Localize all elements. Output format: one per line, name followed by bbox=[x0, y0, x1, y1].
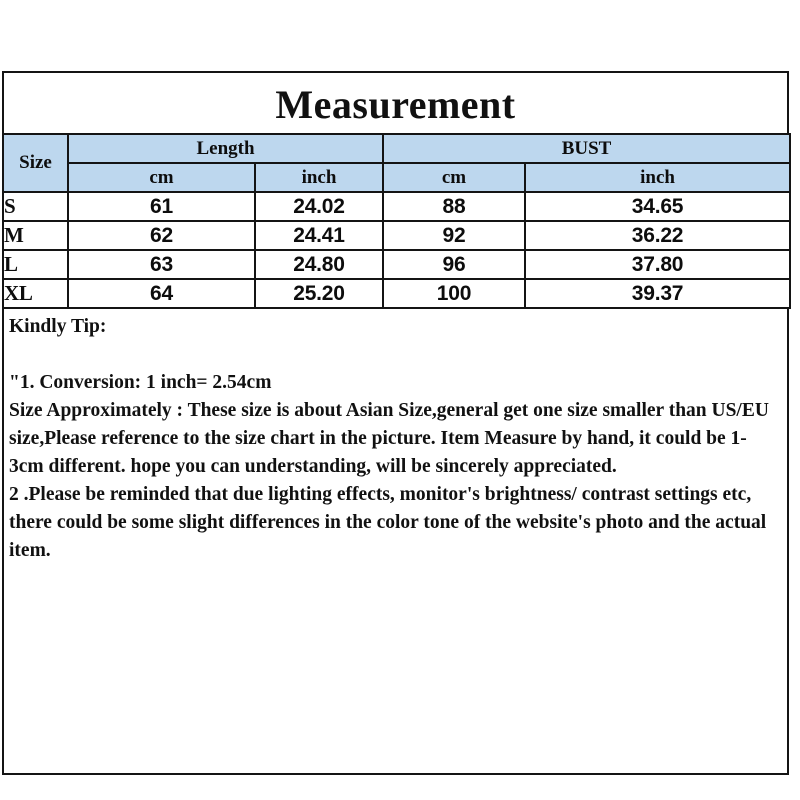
cell-length-inch: 24.02 bbox=[255, 192, 383, 221]
page-title: Measurement bbox=[275, 82, 516, 127]
cell-length-inch: 25.20 bbox=[255, 279, 383, 308]
cell-bust-cm: 100 bbox=[383, 279, 525, 308]
tip-paragraph-color-tone: 2 .Please be reminded that due lighting effects, monitor's brightness/ contrast settings etc, there could be some slight differences in the color tone of the website's photo and the actual item. bbox=[9, 484, 767, 561]
cell-length-inch: 24.80 bbox=[255, 250, 383, 279]
cell-size: XL bbox=[3, 279, 68, 308]
cell-size: S bbox=[3, 192, 68, 221]
cell-bust-inch: 36.22 bbox=[525, 221, 790, 250]
table-row bbox=[3, 279, 790, 308]
cell-length-cm: 61 bbox=[68, 192, 255, 221]
measurement-table bbox=[2, 133, 791, 309]
column-group-header-bust: BUST bbox=[383, 134, 790, 163]
tip-paragraph-size-approximately: Size Approximately : These size is about Asian Size,general get one size smaller than US/EU size,Please reference to the size chart in the picture. Item Measure by hand, it could be 1-3cm different. hope you can understanding, will be sincerely appreciated. bbox=[9, 400, 769, 477]
table-row bbox=[3, 221, 790, 250]
cell-length-cm: 63 bbox=[68, 250, 255, 279]
cell-length-cm: 64 bbox=[68, 279, 255, 308]
cell-bust-inch: 39.37 bbox=[525, 279, 790, 308]
cell-bust-cm: 96 bbox=[383, 250, 525, 279]
column-group-header-length: Length bbox=[68, 134, 383, 163]
cell-length-inch: 24.41 bbox=[255, 221, 383, 250]
tip-paragraph-conversion: "1. Conversion: 1 inch= 2.54cm bbox=[9, 372, 272, 393]
column-header-bust-inch: inch bbox=[525, 163, 790, 192]
cell-length-cm: 62 bbox=[68, 221, 255, 250]
kindly-tip-heading: Kindly Tip: bbox=[9, 316, 107, 337]
cell-size: M bbox=[3, 221, 68, 250]
cell-size: L bbox=[3, 250, 68, 279]
column-header-length-inch: inch bbox=[255, 163, 383, 192]
size-chart-frame bbox=[2, 71, 789, 775]
cell-bust-cm: 88 bbox=[383, 192, 525, 221]
cell-bust-cm: 92 bbox=[383, 221, 525, 250]
table-group-header-row bbox=[3, 134, 790, 163]
column-header-bust-cm: cm bbox=[383, 163, 525, 192]
cell-bust-inch: 37.80 bbox=[525, 250, 790, 279]
table-row bbox=[3, 250, 790, 279]
table-unit-header-row bbox=[3, 163, 790, 192]
kindly-tip-block bbox=[4, 309, 787, 565]
column-header-size: Size bbox=[3, 134, 68, 192]
table-row bbox=[3, 192, 790, 221]
column-header-length-cm: cm bbox=[68, 163, 255, 192]
cell-bust-inch: 34.65 bbox=[525, 192, 790, 221]
